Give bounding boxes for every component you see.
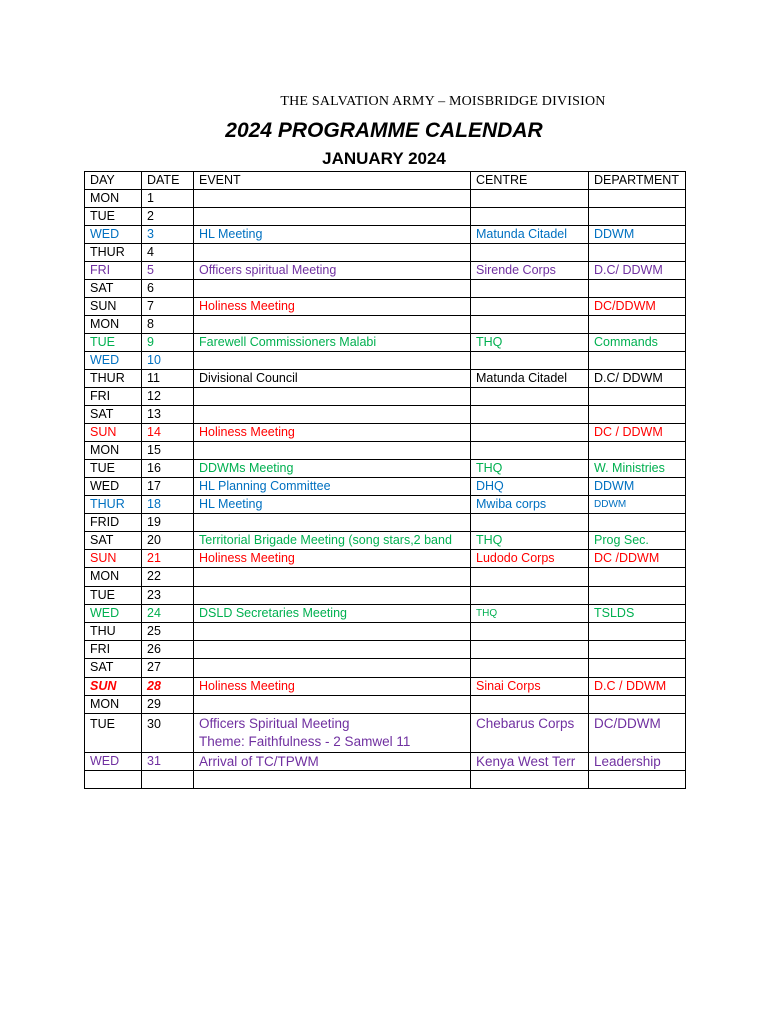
cell-event xyxy=(194,352,471,370)
table-row xyxy=(85,605,686,623)
cell-event xyxy=(194,587,471,605)
cell-date: 7 xyxy=(142,298,194,316)
cell-event xyxy=(194,514,471,532)
cell-centre xyxy=(471,190,589,208)
cell-centre xyxy=(471,587,589,605)
cell-event xyxy=(194,568,471,587)
cell-department: DC/DDWM xyxy=(589,298,686,316)
cell-event xyxy=(194,550,471,568)
cell-date: 31 xyxy=(142,753,194,771)
cell-day: SAT xyxy=(85,280,142,298)
event-text: Officers Spiritual Meeting xyxy=(199,716,350,731)
cell-day: THUR xyxy=(85,244,142,262)
cell-centre xyxy=(471,659,589,678)
cell-department: D.C/ DDWM xyxy=(589,262,686,280)
cell-event xyxy=(194,226,471,244)
table-row xyxy=(85,587,686,605)
cell-event xyxy=(194,696,471,714)
event-text: Holiness Meeting xyxy=(199,299,295,313)
cell-department xyxy=(589,514,686,532)
table-row xyxy=(85,714,686,753)
column-header-department: DEPARTMENT xyxy=(589,172,686,190)
cell-day: SAT xyxy=(85,532,142,550)
cell-centre: Ludodo Corps xyxy=(471,550,589,568)
cell-centre: Sinai Corps xyxy=(471,678,589,696)
cell-department: DDWM xyxy=(589,496,686,514)
cell-day: SUN xyxy=(85,424,142,442)
cell-event xyxy=(194,641,471,659)
cell-day: SUN xyxy=(85,298,142,316)
cell-department xyxy=(589,190,686,208)
cell-day: WED xyxy=(85,226,142,244)
table-row xyxy=(85,496,686,514)
cell-day: WED xyxy=(85,753,142,771)
cell-event xyxy=(194,460,471,478)
cell-department xyxy=(589,406,686,424)
cell-centre xyxy=(471,316,589,334)
cell-date: 3 xyxy=(142,226,194,244)
cell-department xyxy=(589,696,686,714)
cell-centre xyxy=(471,771,589,789)
cell-event xyxy=(194,678,471,696)
cell-event xyxy=(194,532,471,550)
table-row xyxy=(85,244,686,262)
cell-day: SUN xyxy=(85,550,142,568)
cell-event xyxy=(194,298,471,316)
cell-centre xyxy=(471,442,589,460)
cell-day: MON xyxy=(85,568,142,587)
event-text: HL Meeting xyxy=(199,227,263,241)
cell-event xyxy=(194,496,471,514)
table-row xyxy=(85,623,686,641)
cell-centre xyxy=(471,406,589,424)
cell-date: 16 xyxy=(142,460,194,478)
cell-event xyxy=(194,753,471,771)
cell-centre: THQ xyxy=(471,334,589,352)
cell-date: 19 xyxy=(142,514,194,532)
table-row xyxy=(85,334,686,352)
table-row xyxy=(85,316,686,334)
cell-centre xyxy=(471,208,589,226)
table-row xyxy=(85,226,686,244)
cell-day: SAT xyxy=(85,659,142,678)
cell-date: 13 xyxy=(142,406,194,424)
cell-date: 17 xyxy=(142,478,194,496)
cell-event xyxy=(194,388,471,406)
column-header-event: EVENT xyxy=(194,172,471,190)
cell-date: 26 xyxy=(142,641,194,659)
month-heading: JANUARY 2024 xyxy=(322,149,446,168)
cell-centre: Sirende Corps xyxy=(471,262,589,280)
cell-department: D.C / DDWM xyxy=(589,678,686,696)
cell-day: FRI xyxy=(85,388,142,406)
cell-department: TSLDS xyxy=(589,605,686,623)
cell-date: 15 xyxy=(142,442,194,460)
cell-centre xyxy=(471,424,589,442)
cell-centre: DHQ xyxy=(471,478,589,496)
column-header-centre: CENTRE xyxy=(471,172,589,190)
cell-centre xyxy=(471,514,589,532)
cell-centre: THQ xyxy=(471,460,589,478)
table-row xyxy=(85,753,686,771)
cell-centre: Matunda Citadel xyxy=(471,226,589,244)
cell-date: 24 xyxy=(142,605,194,623)
cell-day: THUR xyxy=(85,496,142,514)
table-row xyxy=(85,659,686,678)
cell-date: 18 xyxy=(142,496,194,514)
cell-centre xyxy=(471,352,589,370)
cell-centre xyxy=(471,280,589,298)
cell-centre xyxy=(471,244,589,262)
cell-event xyxy=(194,623,471,641)
cell-day: MON xyxy=(85,442,142,460)
cell-day: TUE xyxy=(85,334,142,352)
cell-date: 8 xyxy=(142,316,194,334)
event-text: HL Planning Committee xyxy=(199,479,331,493)
cell-event xyxy=(194,424,471,442)
event-text: Arrival of TC/TPWM xyxy=(199,754,319,769)
cell-day: WED xyxy=(85,478,142,496)
table-row xyxy=(85,641,686,659)
cell-date: 11 xyxy=(142,370,194,388)
cell-date: 29 xyxy=(142,696,194,714)
cell-event xyxy=(194,714,471,753)
cell-date: 30 xyxy=(142,714,194,753)
cell-date: 1 xyxy=(142,190,194,208)
cell-centre xyxy=(471,388,589,406)
table-row xyxy=(85,568,686,587)
cell-department xyxy=(589,388,686,406)
cell-department xyxy=(589,244,686,262)
cell-date: 2 xyxy=(142,208,194,226)
cell-department: Leadership xyxy=(589,753,686,771)
table-row xyxy=(85,514,686,532)
cell-day: WED xyxy=(85,605,142,623)
cell-centre: Matunda Citadel xyxy=(471,370,589,388)
table-row xyxy=(85,532,686,550)
column-header-day: DAY xyxy=(85,172,142,190)
cell-centre: THQ xyxy=(471,605,589,623)
cell-event xyxy=(194,280,471,298)
table-row xyxy=(85,406,686,424)
table-row xyxy=(85,190,686,208)
cell-department xyxy=(589,659,686,678)
cell-department: DC / DDWM xyxy=(589,424,686,442)
cell-day: TUE xyxy=(85,714,142,753)
cell-centre xyxy=(471,298,589,316)
cell-centre xyxy=(471,696,589,714)
cell-day: WED xyxy=(85,352,142,370)
cell-event xyxy=(194,771,471,789)
page-title: 2024 PROGRAMME CALENDAR xyxy=(225,119,543,142)
cell-date: 5 xyxy=(142,262,194,280)
cell-department xyxy=(589,771,686,789)
cell-date: 4 xyxy=(142,244,194,262)
organization-heading: THE SALVATION ARMY – MOISBRIDGE DIVISION xyxy=(280,94,606,109)
cell-centre xyxy=(471,568,589,587)
cell-day: SUN xyxy=(85,678,142,696)
cell-day: TUE xyxy=(85,208,142,226)
calendar-rows xyxy=(85,190,686,789)
cell-event xyxy=(194,478,471,496)
cell-centre: Mwiba corps xyxy=(471,496,589,514)
event-text: Holiness Meeting xyxy=(199,425,295,439)
table-row xyxy=(85,280,686,298)
cell-day: THUR xyxy=(85,370,142,388)
cell-day: TUE xyxy=(85,460,142,478)
cell-department: DDWM xyxy=(589,478,686,496)
cell-department xyxy=(589,280,686,298)
cell-date: 10 xyxy=(142,352,194,370)
table-row xyxy=(85,460,686,478)
cell-day: MON xyxy=(85,696,142,714)
cell-department xyxy=(589,641,686,659)
cell-day: FRID xyxy=(85,514,142,532)
table-row xyxy=(85,478,686,496)
cell-date: 6 xyxy=(142,280,194,298)
cell-department xyxy=(589,442,686,460)
cell-department xyxy=(589,316,686,334)
cell-day: FRI xyxy=(85,262,142,280)
cell-department: W. Ministries xyxy=(589,460,686,478)
cell-date: 27 xyxy=(142,659,194,678)
cell-event xyxy=(194,334,471,352)
event-text: HL Meeting xyxy=(199,497,263,511)
cell-centre xyxy=(471,641,589,659)
table-row xyxy=(85,388,686,406)
cell-event xyxy=(194,244,471,262)
cell-date: 22 xyxy=(142,568,194,587)
event-text: DDWMs Meeting xyxy=(199,461,294,475)
cell-day: MON xyxy=(85,316,142,334)
cell-date: 25 xyxy=(142,623,194,641)
cell-centre: THQ xyxy=(471,532,589,550)
cell-event xyxy=(194,370,471,388)
cell-event xyxy=(194,316,471,334)
table-row xyxy=(85,696,686,714)
table-row xyxy=(85,298,686,316)
cell-department xyxy=(589,568,686,587)
cell-day: MON xyxy=(85,190,142,208)
cell-event xyxy=(194,442,471,460)
cell-department xyxy=(589,587,686,605)
cell-event xyxy=(194,190,471,208)
table-row xyxy=(85,550,686,568)
table-row xyxy=(85,208,686,226)
table-row xyxy=(85,678,686,696)
cell-department: D.C/ DDWM xyxy=(589,370,686,388)
event-text: DSLD Secretaries Meeting xyxy=(199,606,347,620)
event-text: Territorial Brigade Meeting (song stars,2 band xyxy=(199,533,452,547)
cell-day: SAT xyxy=(85,406,142,424)
cell-date: 28 xyxy=(142,678,194,696)
table-row xyxy=(85,352,686,370)
cell-event xyxy=(194,659,471,678)
cell-centre: Chebarus Corps xyxy=(471,714,589,753)
cell-department xyxy=(589,352,686,370)
event-text: Holiness Meeting xyxy=(199,551,295,565)
table-row xyxy=(85,771,686,789)
table-row xyxy=(85,442,686,460)
table-row xyxy=(85,424,686,442)
cell-centre: Kenya West Terr xyxy=(471,753,589,771)
cell-day: THU xyxy=(85,623,142,641)
cell-day: TUE xyxy=(85,587,142,605)
cell-event xyxy=(194,406,471,424)
event-detail-text: Theme: Faithfulness - 2 Samwel 11 xyxy=(199,734,411,749)
table-row xyxy=(85,370,686,388)
cell-date xyxy=(142,771,194,789)
event-text: Divisional Council xyxy=(199,371,298,385)
cell-department: DC/DDWM xyxy=(589,714,686,753)
event-text: Holiness Meeting xyxy=(199,679,295,693)
cell-day xyxy=(85,771,142,789)
cell-centre xyxy=(471,623,589,641)
cell-department: DC /DDWM xyxy=(589,550,686,568)
table-row xyxy=(85,262,686,280)
table-header-row xyxy=(85,172,686,190)
cell-department: Commands xyxy=(589,334,686,352)
cell-date: 20 xyxy=(142,532,194,550)
cell-date: 9 xyxy=(142,334,194,352)
cell-department: Prog Sec. xyxy=(589,532,686,550)
cell-date: 21 xyxy=(142,550,194,568)
column-header-date: DATE xyxy=(142,172,194,190)
calendar-table xyxy=(84,171,686,789)
cell-event xyxy=(194,208,471,226)
cell-event xyxy=(194,262,471,280)
cell-department xyxy=(589,208,686,226)
cell-event xyxy=(194,605,471,623)
cell-department xyxy=(589,623,686,641)
cell-department: DDWM xyxy=(589,226,686,244)
cell-day: FRI xyxy=(85,641,142,659)
event-text: Farewell Commissioners Malabi xyxy=(199,335,377,349)
event-text: Officers spiritual Meeting xyxy=(199,263,337,277)
cell-date: 23 xyxy=(142,587,194,605)
cell-date: 14 xyxy=(142,424,194,442)
cell-date: 12 xyxy=(142,388,194,406)
